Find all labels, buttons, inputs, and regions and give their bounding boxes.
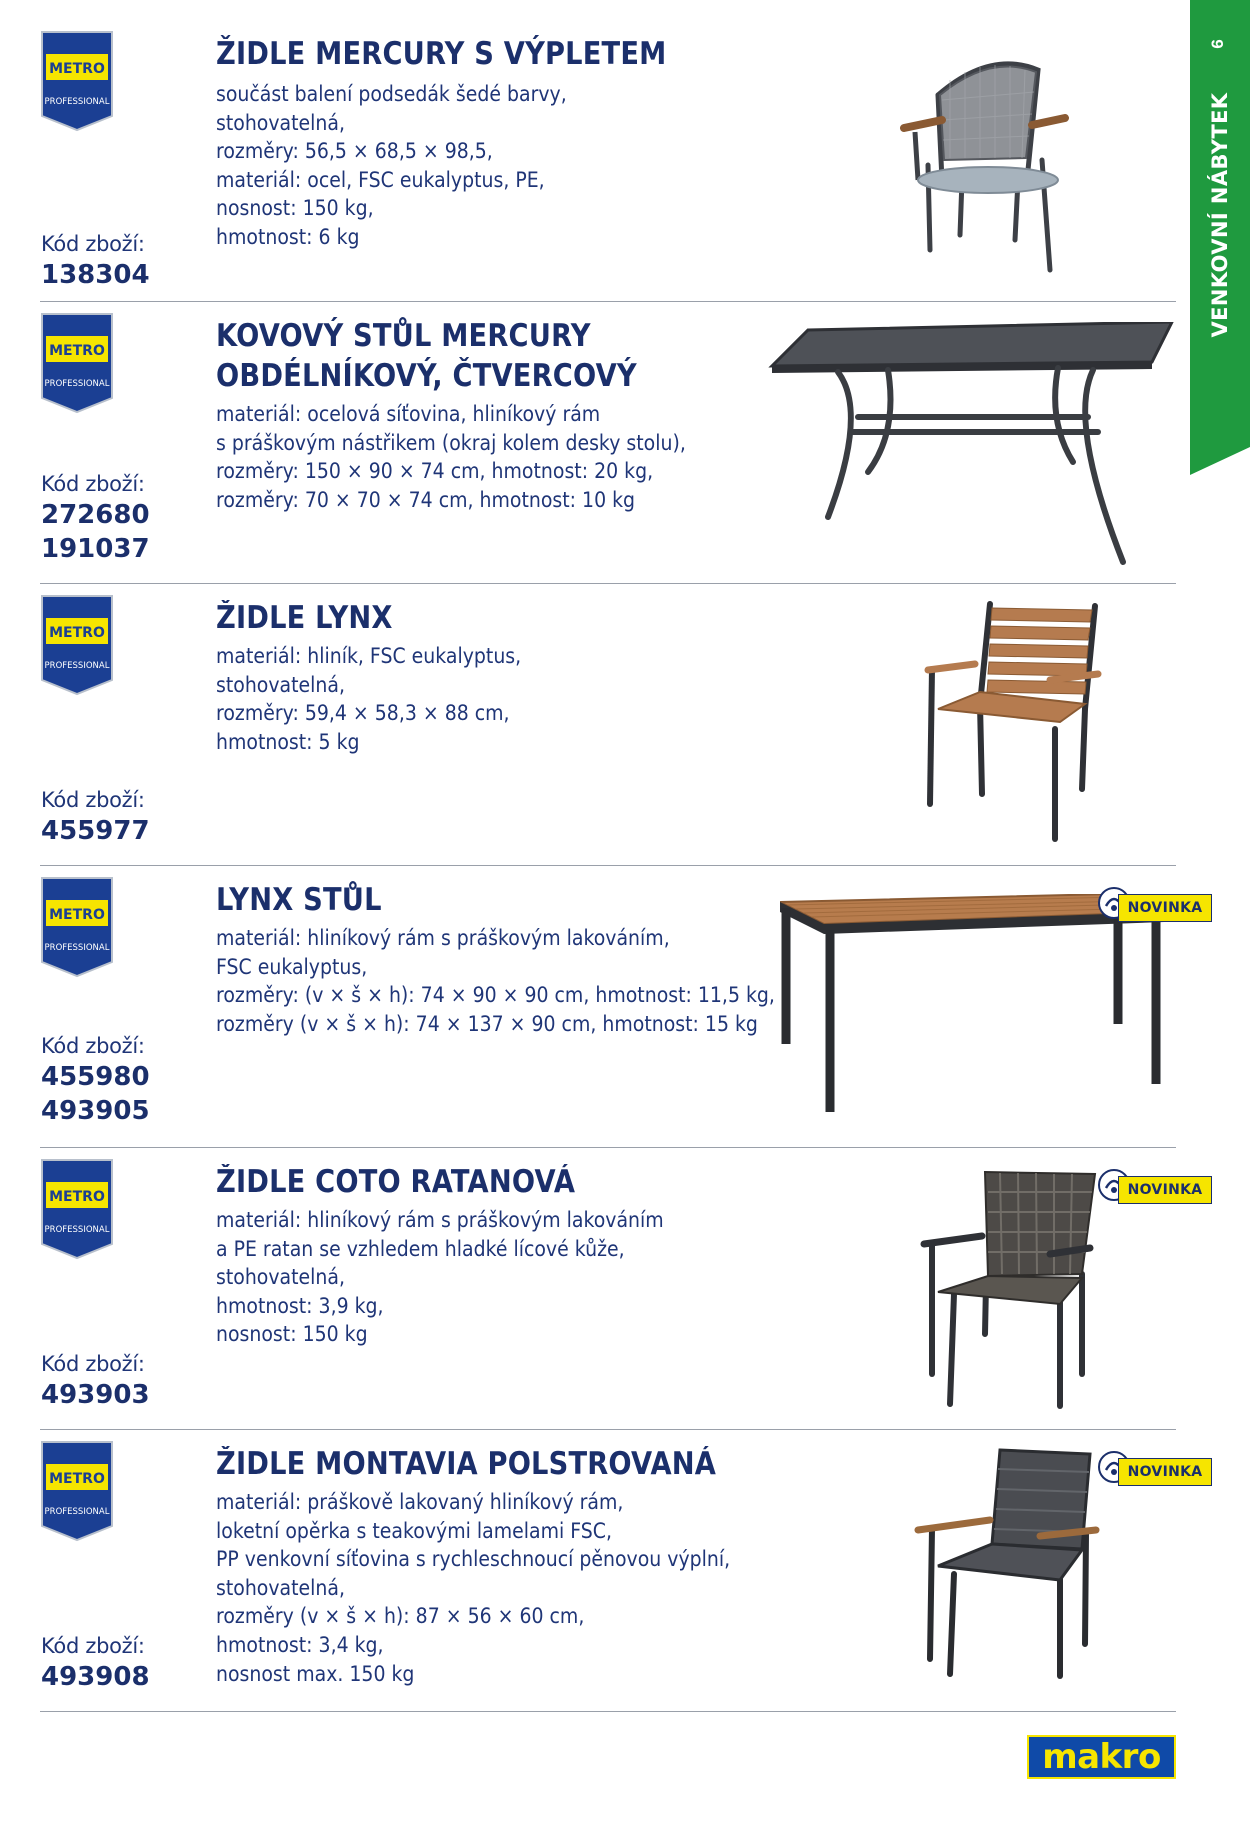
product-block [40,1148,1203,1430]
product-block [40,584,1176,866]
badge-sub: PROFESSIONAL [44,379,110,389]
code-label: Kód zboží: [41,788,145,812]
product-description: součást balení podsedák šedé barvy, stohovatelná, rozměry: 56,5 × 68,5 × 98,5, materiál: ocel, FSC eukalyptus, PE, nosnost: 150 kg, hmotnost: 6 kg [216,82,567,249]
product-block [40,20,1176,302]
product-description: materiál: hliníkový rám s práškovým lakováním a PE ratan se vzhledem hladké lícové kůže, stohovatelná, hmotnost: 3,9 kg, nosnost: 150 kg [216,1208,664,1347]
badge-brand: METRO [49,1471,105,1487]
badge-sub: PROFESSIONAL [44,661,110,671]
badge-brand: METRO [49,625,105,641]
section-tab [1190,0,1250,475]
product-title: ŽIDLE LYNX [216,600,393,636]
product-codes: 138304 [41,260,150,290]
product-codes: 493903 [41,1380,150,1410]
product-description: materiál: hliník, FSC eukalyptus, stohovatelná, rozměry: 59,4 × 58,3 × 88 cm, hmotnost: 5 kg [216,644,522,754]
table-mesh-grey-image [768,322,1178,572]
chair-mesh-grey-image [890,40,1090,285]
badge-brand: METRO [49,343,105,359]
metro-professional-badge [40,876,114,978]
code-label: Kód zboží: [41,1034,145,1058]
novinka-label: NOVINKA [1118,894,1212,922]
product-title: KOVOVÝ STŮL MERCURY OBDÉLNÍKOVÝ, ČTVERCOVÝ [216,318,637,394]
badge-brand: METRO [49,1189,105,1205]
product-description: materiál: práškově lakovaný hliníkový rám, loketní opěrka s teakovými lamelami FSC, PP venkovní síťovina s rychleschnoucí pěnovou výplní, stohovatelná, rozměry (v × š × h): 87 × 56 × 60 cm, hmotnost: 3,4 kg, nosnost max. 150 kg [216,1490,731,1686]
product-title: ŽIDLE MONTAVIA POLSTROVANÁ [216,1446,717,1482]
chair-wood-slat-image [920,594,1110,849]
novinka-label: NOVINKA [1118,1176,1212,1204]
chair-padded-image [910,1444,1110,1684]
novinka-badge [1096,1168,1214,1206]
code-label: Kód zboží: [41,472,145,496]
makro-logo: makro [1027,1735,1176,1779]
product-block [40,302,1176,584]
badge-brand: METRO [49,907,105,923]
code-label: Kód zboží: [41,232,145,256]
metro-professional-badge [40,594,114,696]
metro-professional-badge [40,312,114,414]
page-number: 9 [1207,39,1227,49]
product-block [40,866,1203,1148]
novinka-badge [1096,886,1214,924]
badge-sub: PROFESSIONAL [44,1225,110,1235]
product-title: ŽIDLE COTO RATANOVÁ [216,1164,576,1200]
product-codes: 493908 [41,1662,150,1692]
badge-brand: METRO [49,61,105,77]
code-label: Kód zboží: [41,1634,145,1658]
novinka-label: NOVINKA [1118,1458,1212,1486]
metro-professional-badge [40,1440,114,1542]
product-description: materiál: ocelová síťovina, hliníkový rám s práškovým nástřikem (okraj kolem desky stolu), rozměry: 150 × 90 × 74 cm, hmotnost: 20 kg, rozměry: 70 × 70 × 74 cm, hmotnost: 10 kg [216,402,686,512]
badge-sub: PROFESSIONAL [44,97,110,107]
badge-sub: PROFESSIONAL [44,1507,110,1517]
product-title: ŽIDLE MERCURY S VÝPLETEM [216,36,667,72]
code-label: Kód zboží: [41,1352,145,1376]
novinka-badge [1096,1450,1214,1488]
section-tab-label: VENKOVNÍ NÁBYTEK [1208,92,1232,338]
table-wood-image [780,894,1170,1124]
badge-sub: PROFESSIONAL [44,943,110,953]
product-codes: 455980 493905 [41,1062,150,1126]
product-codes: 455977 [41,816,150,846]
metro-professional-badge [40,30,114,132]
chair-rattan-image [910,1164,1110,1409]
product-title: LYNX STŮL [216,882,382,918]
product-codes: 272680 191037 [41,500,150,564]
product-block [40,1430,1203,1712]
product-description: materiál: hliníkový rám s práškovým lakováním, FSC eukalyptus, rozměry: (v × š × h): 74 × 90 × 90 cm, hmotnost: 11,5 kg, rozměry (v × š × h): 74 × 137 × 90 cm, hmotnost: 15 kg [216,926,775,1036]
divider [40,1711,1176,1712]
metro-professional-badge [40,1158,114,1260]
